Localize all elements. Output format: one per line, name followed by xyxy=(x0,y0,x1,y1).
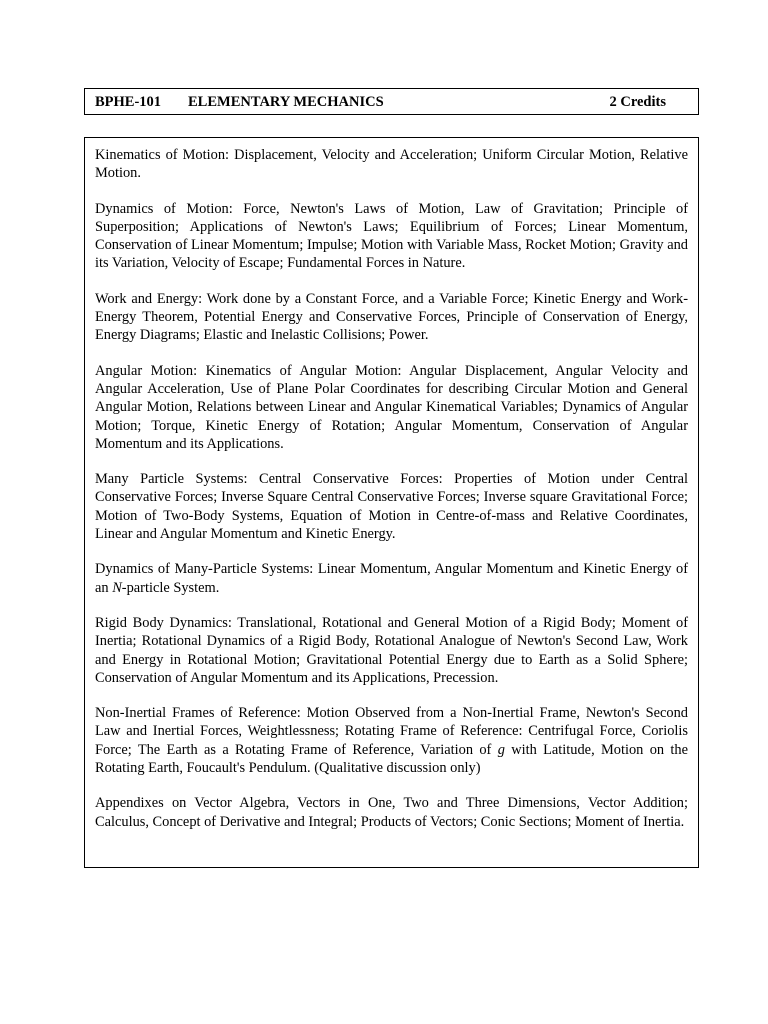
course-credits: 2 Credits xyxy=(609,94,666,110)
section-many-particle-dynamics xyxy=(95,560,688,597)
text-run: Dynamics of Many-Particle Systems: Linear Momentum, Angular Momentum and Kinetic Energy of an xyxy=(95,561,688,596)
section-appendixes: Appendixes on Vector Algebra, Vectors in One, Two and Three Dimensions, Vector Addition; Calculus, Concept of Derivative and Integral; Products of Vectors; Conic Sections; Moment of Inertia. xyxy=(95,795,688,830)
italic-g: g xyxy=(497,741,505,758)
section-non-inertial-frames xyxy=(95,704,688,777)
course-header xyxy=(84,88,699,115)
syllabus-content xyxy=(84,137,699,868)
section-many-particle-systems: Many Particle Systems: Central Conservative Forces: Properties of Motion under Central Conservative Forces; Inverse Square Central Conservative Forces; Inverse square Gravitational Force; Motion of Two-Body Systems, Equation of Motion in Centre-of-mass and Relative Coordinates, Linear and Angular Momentum and Kinetic Energy. xyxy=(95,471,688,543)
text-run: Non-Inertial Frames of Reference: Motion Observed from a Non-Inertial Frame, Newton's Second Law and Inertial Forces, Weightlessness; Rotating Frame of Reference: Centrifugal Force, Coriolis Force; The Earth as a Rotating Frame of Reference, Variation of xyxy=(95,705,688,758)
section-rigid-body: Rigid Body Dynamics: Translational, Rotational and General Motion of a Rigid Body; Moment of Inertia; Rotational Dynamics of a Rigid Body, Rotational Analogue of Newton's Second Law, Work and Energy in Rotational Motion; Gravitational Potential Energy due to Earth as a Solid Sphere; Conservation of Angular Momentum and its Applications, Precession. xyxy=(95,614,688,686)
section-work-energy: Work and Energy: Work done by a Constant Force, and a Variable Force; Kinetic Energy and Work-Energy Theorem, Potential Energy and Conservative Forces, Principle of Conservation of Energy, Energy Diagrams; Elastic and Inelastic Collisions; Power. xyxy=(95,290,688,344)
italic-n: N xyxy=(112,579,122,596)
text-run: with Latitude, Motion on the Rotating Earth, Foucault's Pendulum. (Qualitative discussion only) xyxy=(95,741,688,777)
section-angular-motion: Angular Motion: Kinematics of Angular Motion: Angular Displacement, Angular Velocity and Angular Acceleration, Use of Plane Polar Coordinates for describing Circular Motion and General Angular Motion, Relations between Linear and Angular Kinematical Variables; Dynamics of Angular Motion; Torque, Kinetic Energy of Rotation; Angular Momentum, Conservation of Angular Momentum and its Applications. xyxy=(95,362,688,452)
section-dynamics: Dynamics of Motion: Force, Newton's Laws of Motion, Law of Gravitation; Principle of Superposition; Applications of Newton's Laws; Equilibrium of Forces; Linear Momentum, Conservation of Linear Momentum; Impulse; Motion with Variable Mass, Rocket Motion; Gravity and its Variation, Velocity of Escape; Fundamental Forces in Nature. xyxy=(95,200,688,272)
course-code: BPHE-101 xyxy=(95,94,162,110)
text-run: -particle System. xyxy=(121,579,220,596)
course-title: ELEMENTARY MECHANICS xyxy=(188,94,384,110)
section-kinematics: Kinematics of Motion: Displacement, Velocity and Acceleration; Uniform Circular Motion, Relative Motion. xyxy=(95,147,688,182)
